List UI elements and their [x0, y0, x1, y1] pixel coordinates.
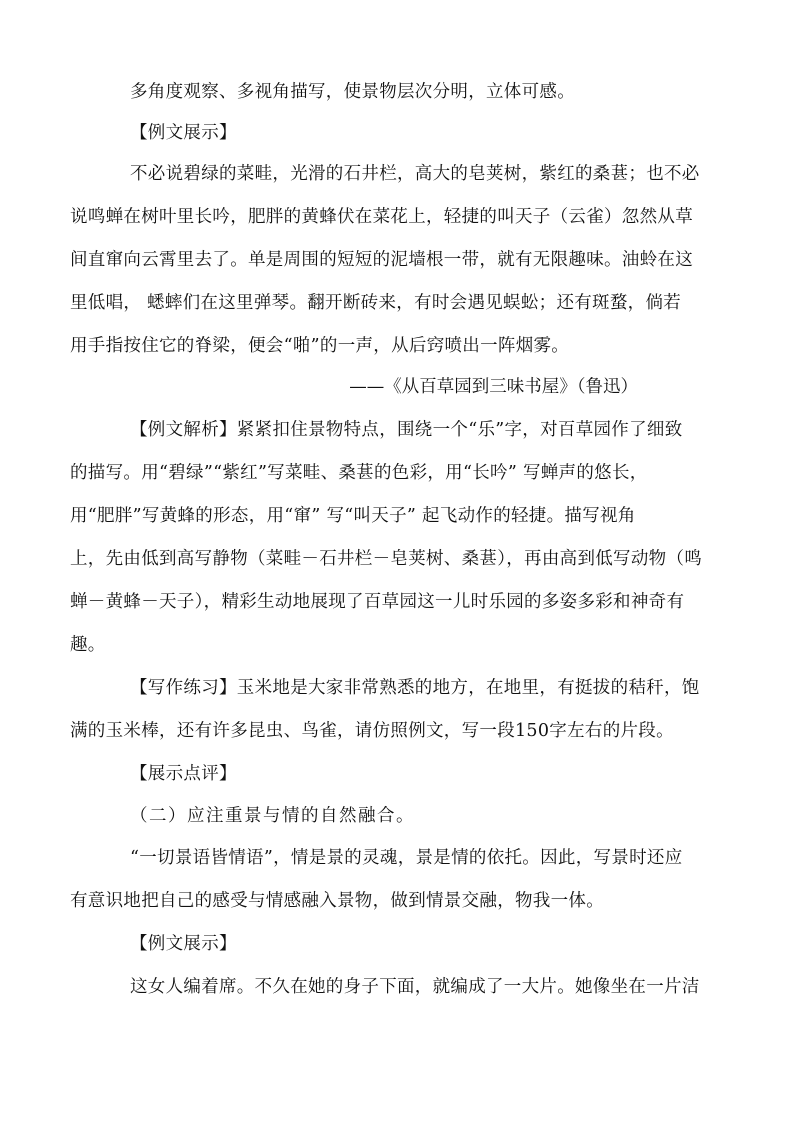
paragraph-line: “一切景语皆情语”，情是景的灵魂，景是情的依托。因此，写景时还应 [130, 848, 683, 868]
paragraph-line: 【例文解析】紧紧扣住景物特点，围绕一个“乐”字，对百草园作了细致 [130, 420, 683, 440]
paragraph-line: 间直窜向云霄里去了。单是周围的短短的泥墙根一带，就有无限趣味。油蛉在这 [70, 250, 693, 270]
paragraph-line: 这女人编着席。不久在她的身子下面，就编成了一大片。她像坐在一片洁 [130, 977, 700, 997]
paragraph-line: 【写作练习】玉米地是大家非常熟悉的地方，在地里，有挺拔的秸秆，饱 [130, 678, 700, 698]
paragraph-line: 趣。 [70, 635, 106, 655]
paragraph-line: 说鸣蝉在树叶里长吟，肥胖的黄蜂伏在菜花上，轻捷的叫天子（云雀）忽然从草 [70, 207, 693, 227]
section-heading: 【展示点评】 [130, 764, 237, 784]
paragraph-line: 上，先由低到高写静物（菜畦－石井栏－皂荚树、桑葚），再由高到低写动物（鸣 [70, 549, 703, 569]
paragraph-line: 里低唱， 蟋蟀们在这里弹琴。翻开断砖来，有时会遇见蜈蚣；还有斑蝥，倘若 [70, 293, 682, 313]
paragraph-line: 不必说碧绿的菜畦，光滑的石井栏，高大的皂荚树，紫红的桑葚；也不必 [130, 164, 700, 184]
subsection-heading: （二）应注重景与情的自然融合。 [130, 806, 415, 826]
paragraph-line: 蝉－黄蜂－天子），精彩生动地展现了百草园这一儿时乐园的多姿多彩和神奇有 [70, 592, 685, 612]
paragraph-line: 有意识地把自己的感受与情感融入景物，做到情景交融，物我一体。 [70, 891, 604, 911]
paragraph-line: 满的玉米棒，还有许多昆虫、鸟雀，请仿照例文，写一段150字左右的片段。 [70, 721, 674, 741]
paragraph-line: 的描写。用“碧绿”“紫红”写菜畦、桑葚的色彩，用“长吟” 写蝉声的悠长， [70, 463, 648, 483]
paragraph-line: 用手指按住它的脊梁，便会“啪”的一声，从后窍喷出一阵烟雾。 [70, 336, 570, 356]
section-heading: 【例文展示】 [130, 123, 237, 143]
section-heading: 【例文展示】 [130, 934, 237, 954]
paragraph-line: 用“肥胖”写黄蜂的形态，用“窜” 写“叫天子” 起飞动作的轻捷。描写视角 [70, 506, 636, 526]
paragraph-line: 多角度观察、多视角描写，使景物层次分明，立体可感。 [130, 82, 575, 102]
source-attribution: ——《从百草园到三味书屋》（鲁迅） [349, 377, 638, 397]
